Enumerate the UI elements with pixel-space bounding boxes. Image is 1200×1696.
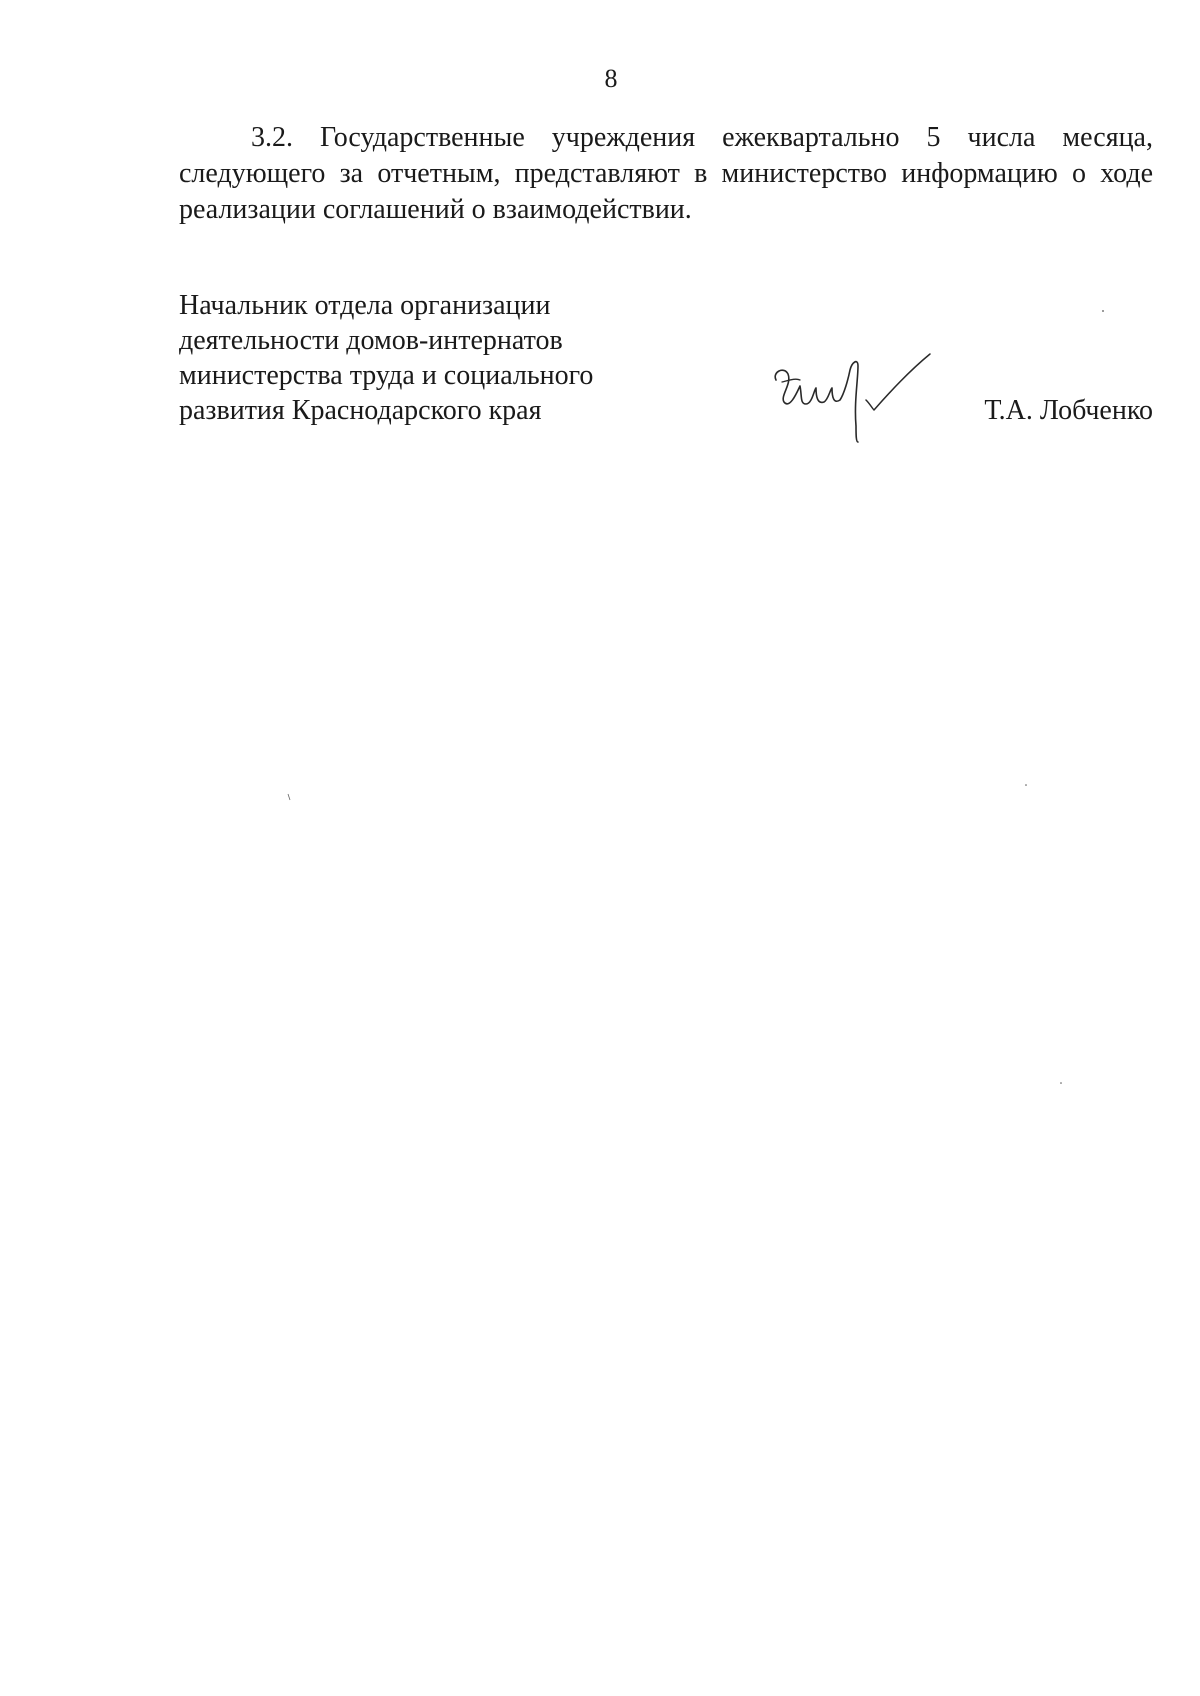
- page-number: 8: [604, 64, 618, 93]
- position-line-4: развития Краснодарского края: [179, 395, 542, 426]
- scan-speck: [1100, 308, 1106, 314]
- signer-name: Т.А. Лобченко: [984, 395, 1153, 426]
- scan-speck: [286, 793, 292, 801]
- scan-speck: [1023, 782, 1029, 788]
- paragraph-3-2: 3.2. Государственные учреждения ежеквартально 5 числа месяца, следующего за отчетным, представляют в министерство информацию о ходе реализации соглашений о взаимодействии.: [179, 122, 1153, 225]
- position-line-3: министерства труда и социального: [179, 360, 594, 391]
- position-line-2: деятельности домов-интернатов: [179, 325, 563, 356]
- signatory-position: [179, 288, 619, 428]
- scan-speck: [1058, 1080, 1064, 1086]
- handwritten-signature: [770, 350, 940, 450]
- position-line-1: Начальник отдела организации: [179, 290, 551, 321]
